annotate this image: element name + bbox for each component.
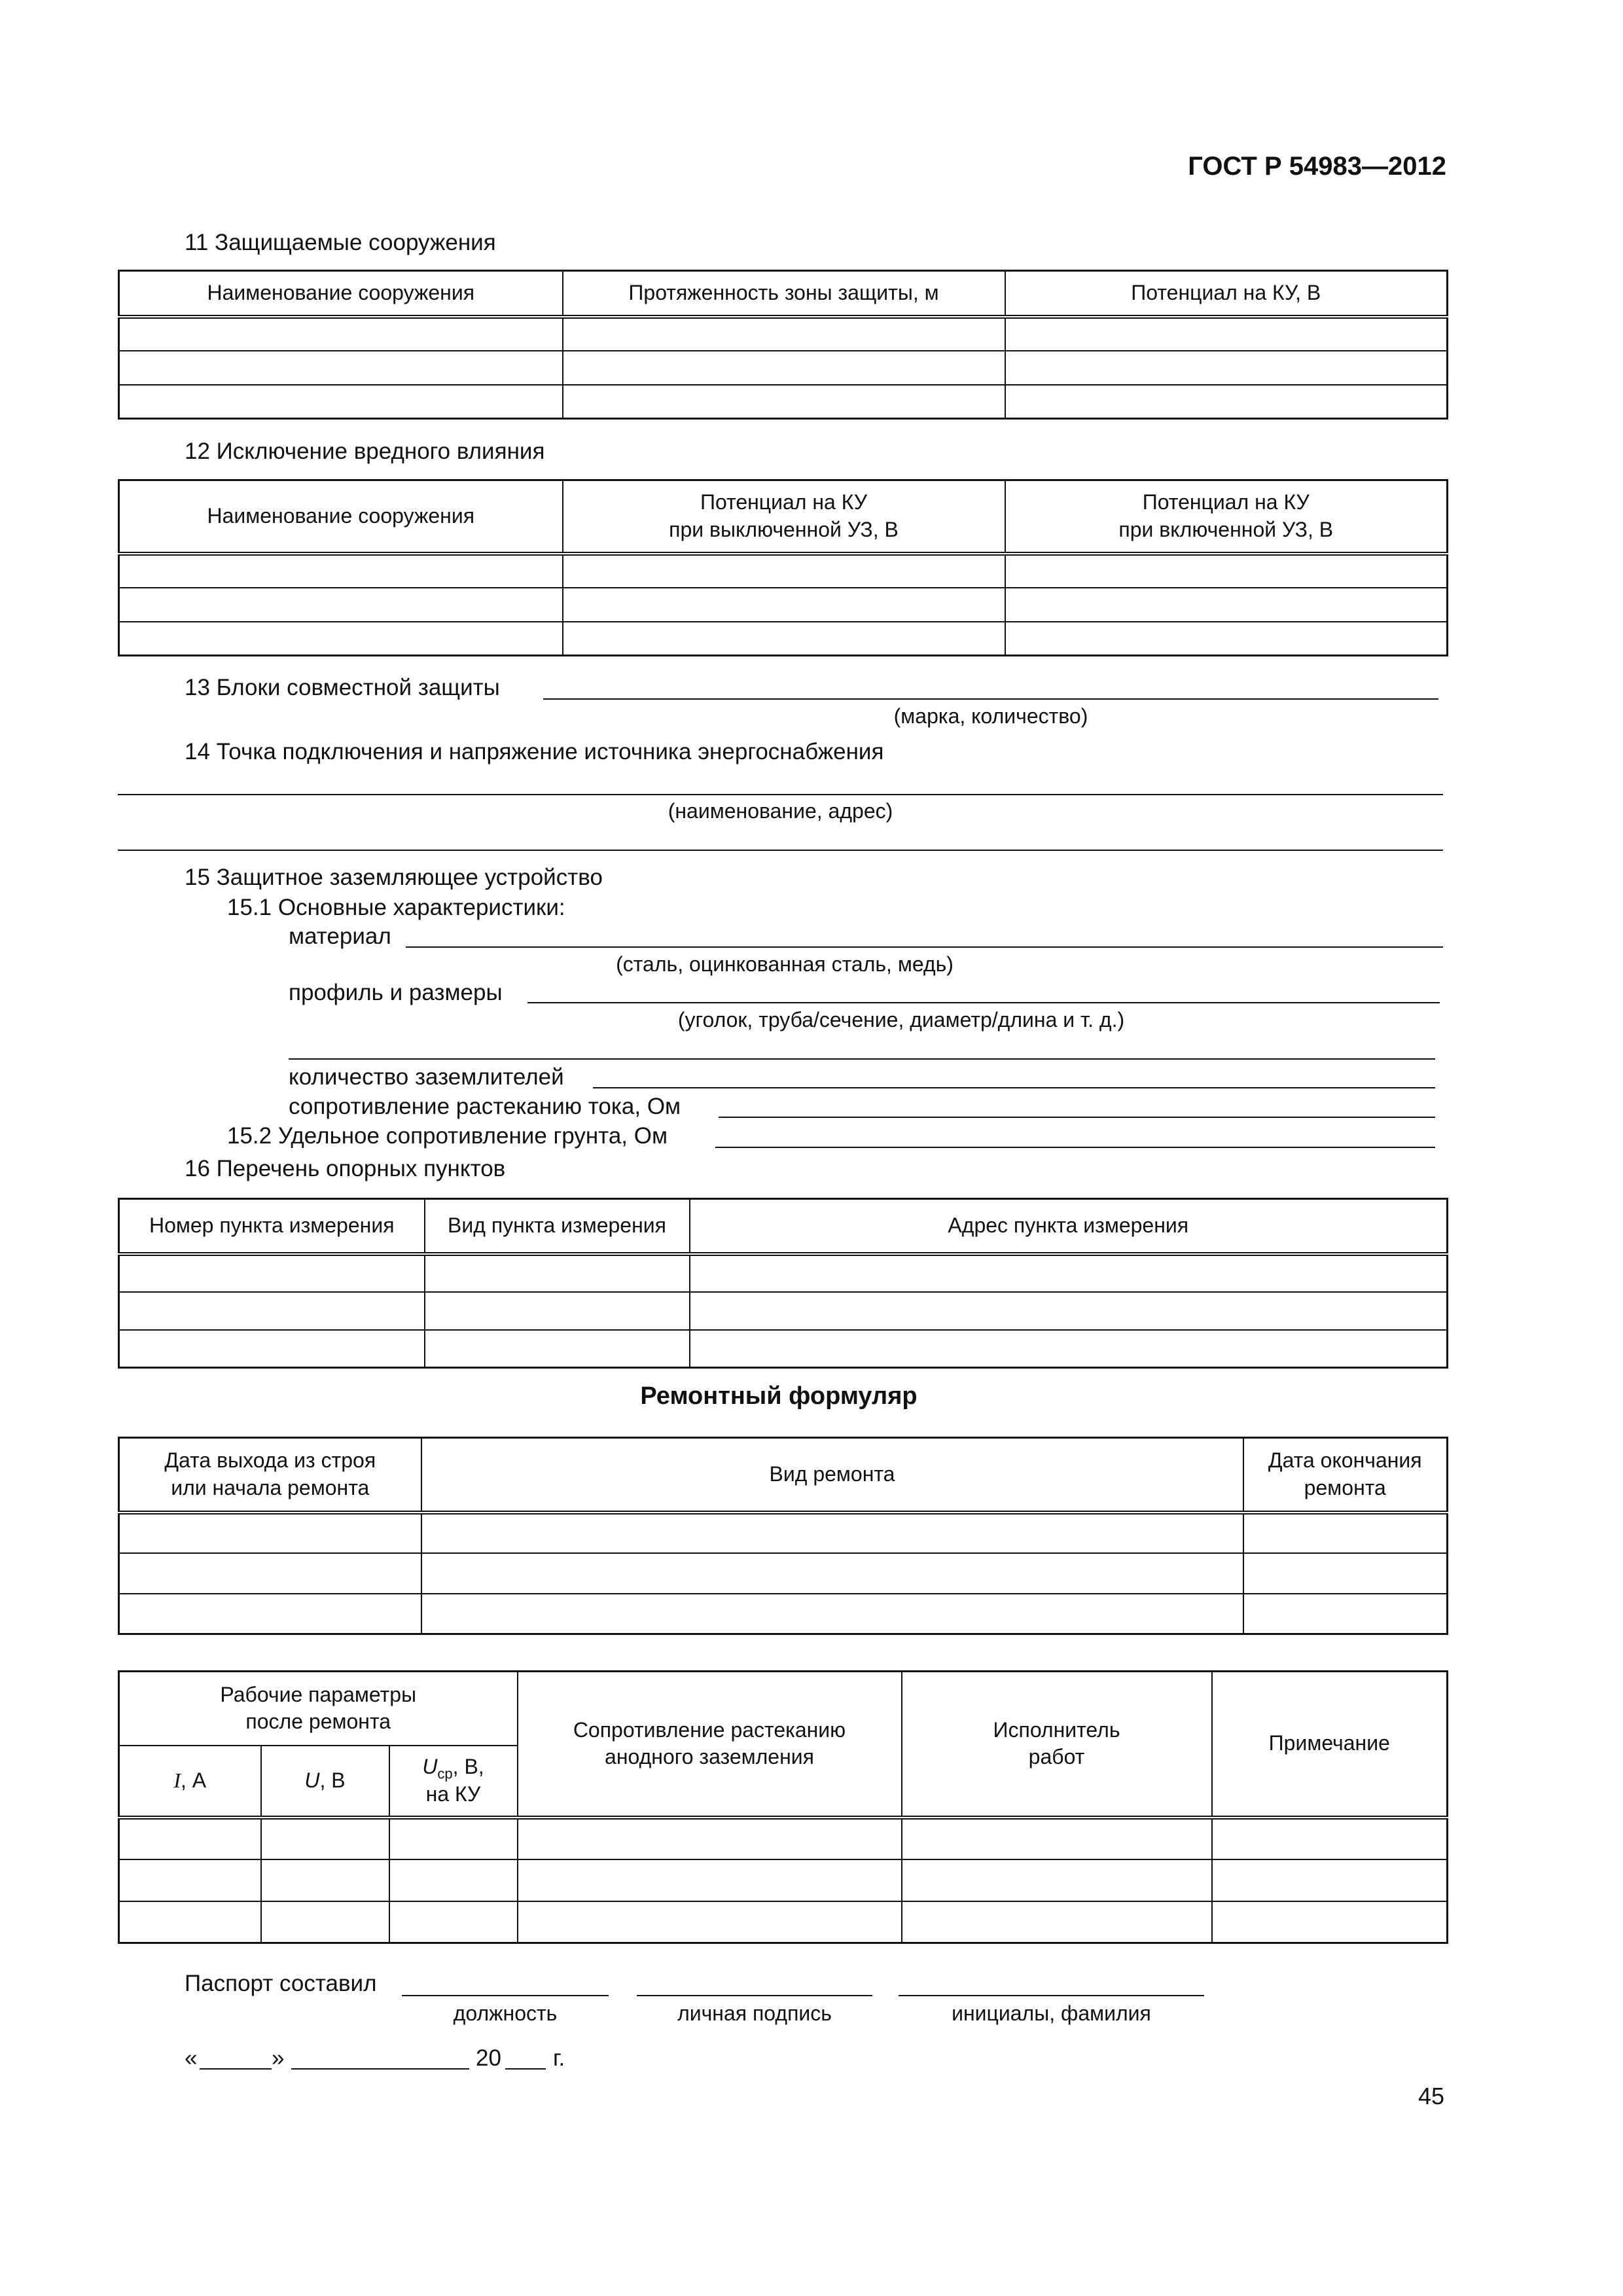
power-source-field-2[interactable]: [118, 850, 1443, 851]
col-structure-name: Наименование сооружения: [119, 480, 563, 554]
col-potential-avg: $U_{ср}$, В, на КУ: [389, 1746, 518, 1818]
col-potential-off: Потенциал на КУ при выключенной УЗ, В: [563, 480, 1005, 554]
power-source-field[interactable]: [118, 794, 1443, 795]
material-label: материал: [289, 924, 391, 949]
table-row: [119, 317, 1448, 351]
col-note: Примечание: [1212, 1672, 1448, 1818]
section-16-label: 16 Перечень опорных пунктов: [185, 1156, 506, 1181]
col-end-date: Дата окончания ремонта: [1243, 1438, 1448, 1513]
col-potential: Потенциал на КУ, В: [1005, 271, 1448, 317]
name-address-caption: (наименование, адрес): [668, 799, 893, 823]
table-row: [119, 351, 1448, 385]
col-point-address: Адрес пункта измерения: [690, 1199, 1448, 1254]
table-row: [119, 1818, 1448, 1859]
quote-open: «: [185, 2045, 198, 2071]
harmful-influence-table: [118, 479, 1448, 656]
day-field[interactable]: [200, 2068, 272, 2070]
table-row: [119, 1553, 1448, 1594]
protected-structures-table: [118, 270, 1448, 420]
section-13-label: 13 Блоки совместной защиты: [185, 675, 500, 700]
profile-field[interactable]: [527, 1002, 1440, 1003]
signature-field[interactable]: [637, 1995, 872, 1996]
col-potential-on: Потенциал на КУ при включенной УЗ, В: [1005, 480, 1448, 554]
reference-points-table: [118, 1198, 1448, 1369]
table-row: [119, 1859, 1448, 1901]
col-anode-resistance: Сопротивление растеканию анодного заземления: [518, 1672, 902, 1818]
table-row: [119, 1513, 1448, 1553]
material-field[interactable]: [406, 946, 1443, 948]
col-repair-type: Вид ремонта: [421, 1438, 1243, 1513]
section-12-label: 12 Исключение вредного влияния: [185, 439, 545, 464]
table-row: [119, 588, 1448, 622]
table-row: [119, 1254, 1448, 1292]
full-name-field[interactable]: [899, 1995, 1204, 1996]
col-point-type: Вид пункта измерения: [425, 1199, 690, 1254]
electrode-count-label: количество заземлителей: [289, 1064, 564, 1090]
col-current: I, А: [119, 1746, 261, 1818]
col-structure-name: Наименование сооружения: [119, 271, 563, 317]
position-field[interactable]: [402, 1995, 609, 1996]
repair-log-title: Ремонтный формуляр: [640, 1382, 918, 1410]
table-row: [119, 1901, 1448, 1943]
section-15-2-label: 15.2 Удельное сопротивление грунта, Ом: [227, 1123, 668, 1149]
month-field[interactable]: [291, 2068, 469, 2070]
table-row: [119, 385, 1448, 419]
position-caption: должность: [453, 2001, 558, 2025]
table-row: [119, 622, 1448, 656]
quote-close: »: [272, 2045, 285, 2071]
col-group-parameters: Рабочие параметры после ремонта: [119, 1672, 518, 1746]
electrode-count-field[interactable]: [593, 1087, 1435, 1088]
signature-caption: личная подпись: [677, 2001, 832, 2025]
table-row: [119, 1594, 1448, 1634]
table-row: [119, 554, 1448, 588]
profile-caption: (уголок, труба/сечение, диаметр/длина и т. д.): [677, 1008, 1125, 1031]
page-number: 45: [1418, 2083, 1444, 2109]
joint-protection-blocks-field[interactable]: [543, 698, 1438, 700]
section-14-label: 14 Точка подключения и напряжение источника энергоснабжения: [185, 739, 884, 764]
col-executor: Исполнитель работ: [902, 1672, 1212, 1818]
year-suffix: г.: [553, 2045, 565, 2071]
section-11-label: 11 Защищаемые сооружения: [185, 230, 496, 255]
brand-quantity-caption: (марка, количество): [893, 704, 1088, 728]
resistance-label: сопротивление растеканию тока, Ом: [289, 1094, 681, 1119]
profile-label: профиль и размеры: [289, 980, 503, 1005]
profile-field-2[interactable]: [289, 1058, 1435, 1060]
operating-parameters-table: [118, 1670, 1448, 1944]
col-point-number: Номер пункта измерения: [119, 1199, 425, 1254]
col-zone-length: Протяженность зоны защиты, м: [563, 271, 1005, 317]
col-voltage: U, В: [261, 1746, 389, 1818]
soil-resistivity-field[interactable]: [715, 1147, 1435, 1148]
name-caption: инициалы, фамилия: [952, 2001, 1151, 2025]
repair-log-table: [118, 1437, 1448, 1635]
year-field[interactable]: [505, 2068, 546, 2070]
section-15-label: 15 Защитное заземляющее устройство: [185, 865, 603, 890]
section-15-1-label: 15.1 Основные характеристики:: [227, 895, 565, 920]
col-failure-date: Дата выхода из строя или начала ремонта: [119, 1438, 421, 1513]
table-row: [119, 1292, 1448, 1330]
compiled-by-label: Паспорт составил: [185, 1971, 377, 1996]
document-number: ГОСТ Р 54983—2012: [1188, 152, 1446, 181]
year-prefix: 20: [476, 2045, 501, 2071]
table-row: [119, 1330, 1448, 1368]
material-caption: (сталь, оцинкованная сталь, медь): [616, 952, 954, 976]
resistance-field[interactable]: [719, 1117, 1435, 1118]
